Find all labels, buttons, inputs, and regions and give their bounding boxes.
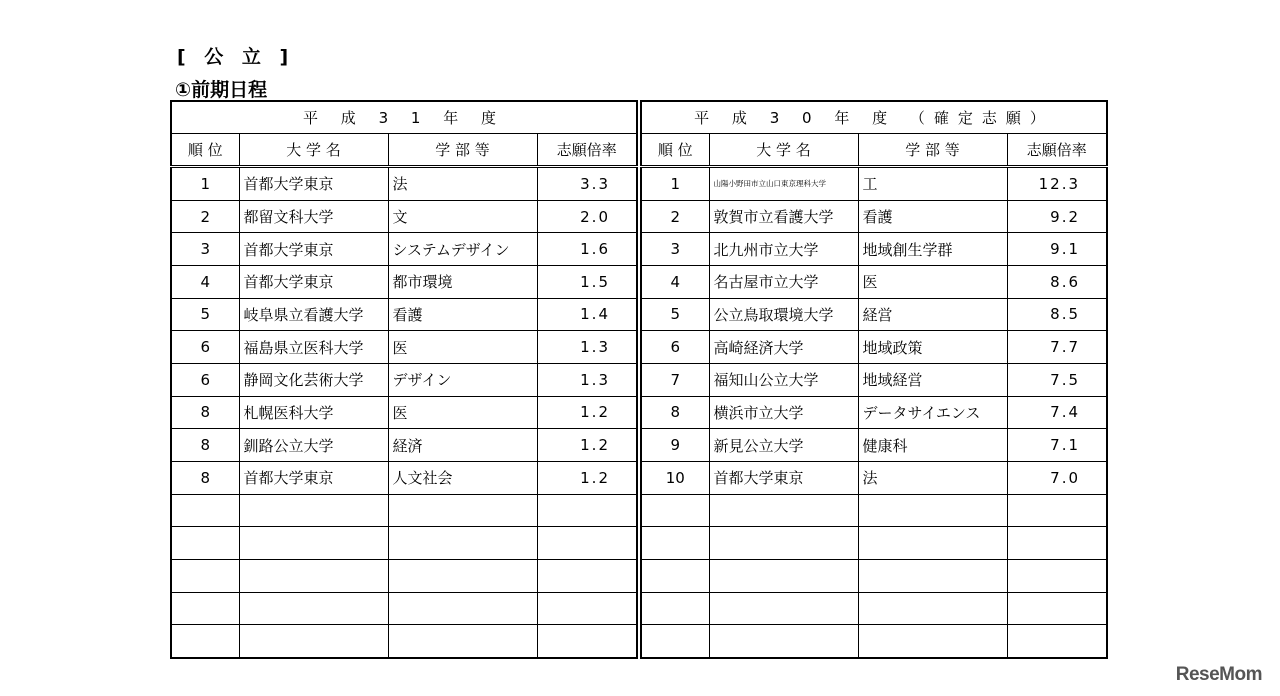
faculty-cell: 都市環境: [388, 265, 537, 298]
ratio-cell: 2.0: [537, 200, 637, 233]
table-row: [171, 233, 637, 266]
table-row: [171, 429, 637, 462]
rank-cell: 2: [171, 200, 239, 233]
col-faculty: 学 部 等: [858, 134, 1007, 167]
faculty-cell: [858, 559, 1007, 592]
table-row: [171, 363, 637, 396]
faculty-cell: データサイエンス: [858, 396, 1007, 429]
university-cell: 静岡文化芸術大学: [239, 363, 388, 396]
faculty-cell: [858, 592, 1007, 625]
ratio-cell: 9.1: [1007, 233, 1107, 266]
university-cell: 首都大学東京: [239, 461, 388, 494]
university-cell: 北九州市立大学: [709, 233, 858, 266]
university-cell: [709, 494, 858, 527]
table-row: [641, 429, 1107, 462]
faculty-cell: [388, 494, 537, 527]
table-row: [171, 625, 637, 658]
table-row: [641, 298, 1107, 331]
ratio-cell: [537, 527, 637, 560]
rank-cell: 4: [171, 265, 239, 298]
rank-cell: 8: [171, 429, 239, 462]
table-row: [171, 331, 637, 364]
faculty-cell: 地域政策: [858, 331, 1007, 364]
university-cell: 都留文科大学: [239, 200, 388, 233]
table-row: [641, 592, 1107, 625]
university-cell: 岐阜県立看護大学: [239, 298, 388, 331]
ratio-cell: 7.0: [1007, 461, 1107, 494]
faculty-cell: 文: [388, 200, 537, 233]
ratio-cell: [1007, 592, 1107, 625]
ratio-cell: [537, 625, 637, 658]
university-cell: [709, 527, 858, 560]
table-row: [641, 363, 1107, 396]
rank-cell: [641, 625, 709, 658]
year-header-h30: 平 成 3 0 年 度 （確定志願）: [641, 101, 1107, 134]
table-row: [171, 167, 637, 201]
col-university: 大 学 名: [239, 134, 388, 167]
university-cell: [239, 527, 388, 560]
rank-cell: 7: [641, 363, 709, 396]
rank-cell: 6: [641, 331, 709, 364]
table-row: [641, 233, 1107, 266]
university-cell: 敦賀市立看護大学: [709, 200, 858, 233]
university-cell: 山陽小野田市立山口東京理科大学: [709, 167, 858, 201]
faculty-cell: 看護: [388, 298, 537, 331]
ratio-cell: [1007, 559, 1107, 592]
faculty-cell: 医: [858, 265, 1007, 298]
col-rank: 順 位: [171, 134, 239, 167]
university-cell: 札幌医科大学: [239, 396, 388, 429]
rank-cell: [171, 592, 239, 625]
table-row: [171, 298, 637, 331]
rank-cell: [171, 494, 239, 527]
faculty-cell: 法: [388, 167, 537, 201]
col-faculty: 学 部 等: [388, 134, 537, 167]
rank-cell: 1: [641, 167, 709, 201]
university-cell: 首都大学東京: [239, 233, 388, 266]
faculty-cell: [388, 592, 537, 625]
rank-cell: 3: [641, 233, 709, 266]
university-cell: 首都大学東京: [239, 167, 388, 201]
faculty-cell: 経営: [858, 298, 1007, 331]
faculty-cell: 工: [858, 167, 1007, 201]
ratio-cell: 1.6: [537, 233, 637, 266]
university-cell: 公立鳥取環境大学: [709, 298, 858, 331]
rank-cell: 5: [641, 298, 709, 331]
faculty-cell: システムデザイン: [388, 233, 537, 266]
faculty-cell: 健康科: [858, 429, 1007, 462]
faculty-cell: [858, 527, 1007, 560]
table-row: [641, 494, 1107, 527]
faculty-cell: 法: [858, 461, 1007, 494]
table-h31: [170, 100, 638, 659]
university-cell: 横浜市立大学: [709, 396, 858, 429]
faculty-cell: 地域経営: [858, 363, 1007, 396]
ratio-cell: 8.6: [1007, 265, 1107, 298]
faculty-cell: [858, 494, 1007, 527]
rank-cell: [641, 527, 709, 560]
ratio-cell: [1007, 527, 1107, 560]
ratio-cell: 1.2: [537, 429, 637, 462]
ratio-cell: 3.3: [537, 167, 637, 201]
ratio-cell: 8.5: [1007, 298, 1107, 331]
table-row: [171, 396, 637, 429]
rank-cell: [641, 559, 709, 592]
table-row: [641, 396, 1107, 429]
ratio-cell: 1.2: [537, 461, 637, 494]
faculty-cell: デザイン: [388, 363, 537, 396]
faculty-cell: 地域創生学群: [858, 233, 1007, 266]
faculty-cell: [388, 559, 537, 592]
ratio-cell: 1.5: [537, 265, 637, 298]
table-row: [171, 559, 637, 592]
rank-cell: 2: [641, 200, 709, 233]
faculty-cell: 経済: [388, 429, 537, 462]
faculty-cell: 人文社会: [388, 461, 537, 494]
faculty-cell: 看護: [858, 200, 1007, 233]
university-cell: 高崎経済大学: [709, 331, 858, 364]
rank-cell: 5: [171, 298, 239, 331]
ratio-cell: 7.5: [1007, 363, 1107, 396]
university-cell: [239, 494, 388, 527]
university-cell: 首都大学東京: [709, 461, 858, 494]
rank-cell: [171, 559, 239, 592]
faculty-cell: 医: [388, 331, 537, 364]
table-row: [641, 167, 1107, 201]
university-cell: 首都大学東京: [239, 265, 388, 298]
ratio-cell: [537, 494, 637, 527]
table-row: [171, 461, 637, 494]
ratio-cell: 7.1: [1007, 429, 1107, 462]
table-row: [171, 494, 637, 527]
university-cell: 名古屋市立大学: [709, 265, 858, 298]
table-row: [641, 625, 1107, 658]
ratio-cell: 1.2: [537, 396, 637, 429]
table-row: [641, 527, 1107, 560]
rank-cell: [641, 494, 709, 527]
table-row: [641, 265, 1107, 298]
ratio-cell: 9.2: [1007, 200, 1107, 233]
faculty-cell: [858, 625, 1007, 658]
rank-cell: 8: [641, 396, 709, 429]
ratio-cell: [1007, 625, 1107, 658]
section-heading: [ 公 立 ]: [177, 46, 295, 68]
table-row: [641, 559, 1107, 592]
ratio-cell: 1.3: [537, 331, 637, 364]
university-cell: [709, 592, 858, 625]
university-cell: 福知山公立大学: [709, 363, 858, 396]
rank-cell: 3: [171, 233, 239, 266]
university-cell: [239, 592, 388, 625]
university-cell: 新見公立大学: [709, 429, 858, 462]
table-row: [641, 461, 1107, 494]
rank-cell: 6: [171, 331, 239, 364]
university-cell: [709, 625, 858, 658]
ranking-tables: [170, 100, 1108, 659]
rank-cell: 10: [641, 461, 709, 494]
table-row: [171, 200, 637, 233]
rank-cell: 8: [171, 396, 239, 429]
table-row: [641, 200, 1107, 233]
rank-cell: 4: [641, 265, 709, 298]
ratio-cell: 7.7: [1007, 331, 1107, 364]
year-header-h31: 平 成 3 1 年 度: [171, 101, 637, 134]
rank-cell: [171, 625, 239, 658]
ratio-cell: [537, 592, 637, 625]
schedule-subheading: ①前期日程: [175, 79, 268, 101]
university-cell: 釧路公立大学: [239, 429, 388, 462]
rank-cell: 6: [171, 363, 239, 396]
table-h30: [640, 100, 1108, 659]
ratio-cell: 12.3: [1007, 167, 1107, 201]
col-university: 大 学 名: [709, 134, 858, 167]
col-ratio: 志願倍率: [1007, 134, 1107, 167]
faculty-cell: [388, 625, 537, 658]
table-row: [641, 331, 1107, 364]
ratio-cell: [1007, 494, 1107, 527]
university-cell: [239, 625, 388, 658]
rank-cell: 8: [171, 461, 239, 494]
col-ratio: 志願倍率: [537, 134, 637, 167]
ratio-cell: 7.4: [1007, 396, 1107, 429]
university-cell: [239, 559, 388, 592]
rank-cell: 9: [641, 429, 709, 462]
rank-cell: [171, 527, 239, 560]
university-cell: 福島県立医科大学: [239, 331, 388, 364]
table-row: [171, 265, 637, 298]
ratio-cell: [537, 559, 637, 592]
ratio-cell: 1.4: [537, 298, 637, 331]
resemom-logo: ReseMom: [1175, 664, 1262, 685]
university-cell: [709, 559, 858, 592]
ratio-cell: 1.3: [537, 363, 637, 396]
faculty-cell: 医: [388, 396, 537, 429]
faculty-cell: [388, 527, 537, 560]
rank-cell: 1: [171, 167, 239, 201]
col-rank: 順 位: [641, 134, 709, 167]
table-row: [171, 527, 637, 560]
rank-cell: [641, 592, 709, 625]
table-row: [171, 592, 637, 625]
